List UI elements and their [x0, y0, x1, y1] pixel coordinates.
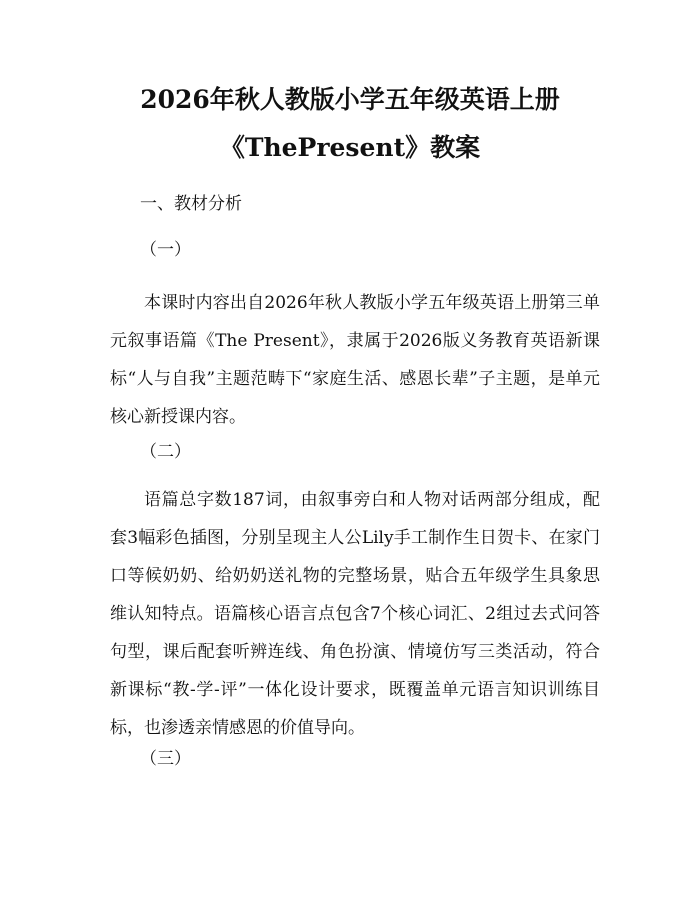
paragraph-1: 本课时内容出自2026年秋人教版小学五年级英语上册第三单元叙事语篇《The Present》，隶属于2026版义务教育英语新课标“人与自我”主题范畴下“家庭生活、感恩长辈”子主题，是单元核心新授课内容。 — [110, 293, 600, 427]
document-title-line-2: 《ThePresent》教案 — [219, 133, 481, 162]
subsection-heading-3: （三） — [140, 749, 191, 769]
section-heading-textbook-analysis: 一、教材分析 — [140, 194, 242, 214]
subsection-heading-1: （一） — [140, 240, 191, 260]
subsection-heading-2: （二） — [140, 442, 191, 462]
document-title-line-1: 2026年秋人教版小学五年级英语上册 — [140, 85, 560, 114]
paragraph-2: 语篇总字数187词，由叙事旁白和人物对话两部分组成，配套3幅彩色插图，分别呈现主人公Lily手工制作生日贺卡、在家门口等候奶奶、给奶奶送礼物的完整场景，贴合五年级学生具象思维认知特点。语篇核心语言点包含7个核心词汇、2组过去式问答句型，课后配套听辨连线、角色扮演、情境仿写三类活动，符合新课标“教-学-评”一体化设计要求，既覆盖单元语言知识训练目标，也渗透亲情感恩的价值导向。 — [110, 490, 600, 738]
